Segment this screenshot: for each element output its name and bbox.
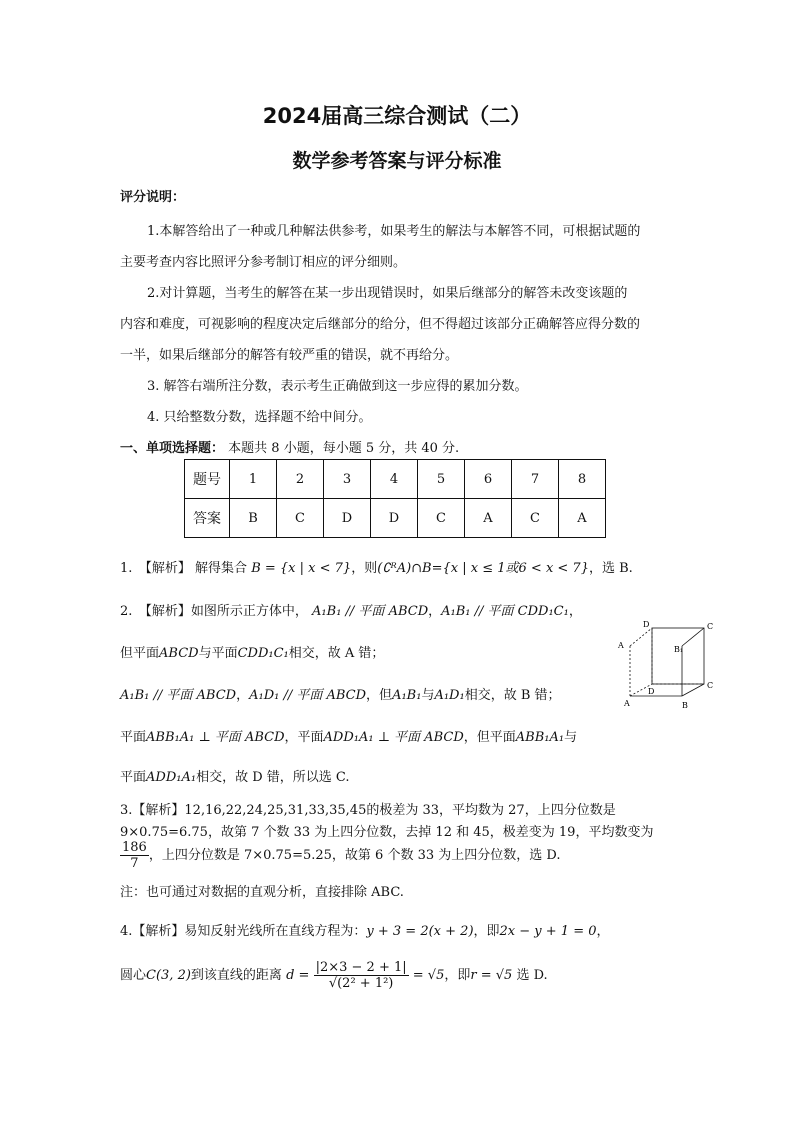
q4-l2-prefix: 圆心 xyxy=(120,968,147,983)
q4-l2-d: d = xyxy=(286,968,310,983)
note-1b: 主要考查内容比照评分参考制订相应的评分细则。 xyxy=(120,255,407,270)
figure-label: C xyxy=(707,681,714,690)
q3-l3-rest: ，上四分位数是 7×0.75=5.25，故第 6 个数 33 为上四分位数，选 D. xyxy=(148,848,561,863)
q2-l3-m1: A₁B₁ // 平面 ABCD xyxy=(120,688,237,703)
note-2c: 一半，如果后继部分的解答有较严重的错误，就不再给分。 xyxy=(120,348,459,363)
q2-l3-m3: A₁B₁ xyxy=(392,688,422,703)
q3-l1-rest: 的极差为 33，平均数为 27，上四分位数是 xyxy=(366,803,616,818)
q2-line-5 xyxy=(120,766,350,785)
table-cell: 6 xyxy=(465,460,512,499)
q4-line-1 xyxy=(120,920,610,939)
table-cell: A xyxy=(559,499,606,538)
q2-l3-m4: A₁D₁ xyxy=(434,688,465,703)
q2-l4-m3: ABB₁A₁ xyxy=(515,730,565,745)
table-cell: 5 xyxy=(418,460,465,499)
q2-l4-m1: ABB₁A₁ ⊥ 平面 ABCD xyxy=(146,730,285,745)
table-row-label: 答案 xyxy=(185,499,230,538)
q2-l2-mid: 与平面 xyxy=(198,646,238,661)
figure-label: A xyxy=(624,699,630,708)
note-2b: 内容和难度，可视影响的程度决定后继部分的给分，但不得超过该部分正确解答应得分数的 xyxy=(120,317,641,332)
q2-l1-m2: A₁B₁ // 平面 CDD₁C₁ xyxy=(441,604,569,619)
cube-edge xyxy=(682,628,704,646)
q4-l2-eq: = √5 xyxy=(412,968,445,983)
q2-l1-prefix: 2. 【解析】如图所示正方体中， xyxy=(120,604,308,619)
q2-l3-mid: ，但 xyxy=(366,688,393,703)
figure-label: A xyxy=(618,641,624,650)
figure-label: B xyxy=(682,701,688,710)
table-cell: 2 xyxy=(277,460,324,499)
section-1-line xyxy=(120,437,459,456)
q3-frac-den: 7 xyxy=(130,856,139,871)
table-row xyxy=(185,460,606,499)
q1-end: ，选 B. xyxy=(588,561,633,576)
q3-l1-nums: 12,16,22,24,25,31,33,35,45 xyxy=(184,803,367,818)
q4-l2-m1: C(3, 2) xyxy=(146,968,191,983)
q1-prefix: 1. 【解析】 解得集合 xyxy=(120,561,248,576)
note-4: 4. 只给整数分数，选择题不给中间分。 xyxy=(147,410,372,425)
q4-l2-mid2: ，即 xyxy=(444,968,471,983)
table-cell: C xyxy=(512,499,559,538)
table-cell: 1 xyxy=(230,460,277,499)
answer-table xyxy=(184,459,606,538)
q2-l3-sep: ， xyxy=(236,688,250,703)
note-1a: 1.本解答给出了一种或几种解法供参考，如果考生的解法与本解答不同，可根据试题的 xyxy=(147,224,641,239)
q2-line-4 xyxy=(120,726,577,745)
q2-l2-m2: CDD₁C₁ xyxy=(237,646,289,661)
q2-l4-sep: ，平面 xyxy=(284,730,324,745)
q4-fraction xyxy=(314,960,409,991)
q4-l2-r: r = √5 xyxy=(470,968,513,983)
q4-frac-num: |2×3 − 2 + 1| xyxy=(315,960,407,975)
q2-line-3 xyxy=(120,684,561,703)
q3-fraction xyxy=(120,840,149,871)
q4-l2-end: 选 D. xyxy=(516,968,548,983)
q3-l1-prefix: 3.【解析】 xyxy=(120,803,185,818)
table-cell: 4 xyxy=(371,460,418,499)
table-cell: B xyxy=(230,499,277,538)
q2-l1-end: ， xyxy=(568,604,582,619)
q3-line-1 xyxy=(120,799,616,818)
q2-l4-mid: ，但平面 xyxy=(463,730,516,745)
figure-label: B₁ xyxy=(674,645,684,654)
q1-mid: ，则 xyxy=(351,561,378,576)
q4-l1-mid: ，即 xyxy=(473,924,500,939)
q2-l4-m2: ADD₁A₁ ⊥ 平面 ABCD xyxy=(323,730,464,745)
section-1-heading: 一、单项选择题： xyxy=(120,441,225,456)
q2-l5-prefix: 平面 xyxy=(120,770,147,785)
q2-l5-end: 相交，故 D 错，所以选 C. xyxy=(196,770,350,785)
table-cell: D xyxy=(371,499,418,538)
table-cell: C xyxy=(418,499,465,538)
q4-frac-den: √(2² + 1²) xyxy=(328,976,394,991)
q3-note: 注：也可通过对数据的直观分析，直接排除 ABC. xyxy=(120,885,404,900)
q2-l1-m1: A₁B₁ // 平面 ABCD xyxy=(312,604,429,619)
page-subtitle: 数学参考答案与评分标准 xyxy=(292,150,502,172)
note-3: 3. 解答右端所注分数，表示考生正确做到这一步应得的累加分数。 xyxy=(147,379,528,394)
q4-l1-m1: y + 3 = 2(x + 2) xyxy=(366,924,474,939)
q4-line-2 xyxy=(120,960,548,991)
q4-l1-prefix: 4.【解析】易知反射光线所在直线方程为： xyxy=(120,924,367,939)
q4-l2-mid: 到该直线的距离 xyxy=(190,968,282,983)
q3-line-2: 9×0.75=6.75，故第 7 个数 33 为上四分位数，去掉 12 和 45，极差变为 19，平均数变为 xyxy=(120,825,654,840)
figure-label: D xyxy=(648,687,655,696)
table-cell: A xyxy=(465,499,512,538)
q3-line-3 xyxy=(120,840,560,871)
q2-line-2 xyxy=(120,642,384,661)
cube-figure xyxy=(616,618,716,714)
cube-edge xyxy=(682,684,704,696)
q2-l4-end: 与 xyxy=(564,730,578,745)
table-row-label: 题号 xyxy=(185,460,230,499)
q4-l1-m2: 2x − y + 1 = 0 xyxy=(499,924,597,939)
q2-l2-prefix: 但平面 xyxy=(120,646,160,661)
table-cell: 8 xyxy=(559,460,606,499)
note-2a: 2.对计算题，当考生的解答在某一步出现错误时，如果后继部分的解答未改变该题的 xyxy=(147,286,628,301)
q1-expr: (∁ᴿA)∩B={x | x ≤ 1或6 < x < 7} xyxy=(377,561,589,576)
page-title: 2024届高三综合测试（二） xyxy=(262,104,532,128)
q3-frac-num: 186 xyxy=(122,840,147,855)
q2-l5-m1: ADD₁A₁ xyxy=(146,770,197,785)
figure-label: D xyxy=(643,620,650,629)
table-cell: 7 xyxy=(512,460,559,499)
table-cell: D xyxy=(324,499,371,538)
q2-line-1 xyxy=(120,600,582,619)
q2-l3-end: 相交，故 B 错； xyxy=(464,688,561,703)
notes-heading: 评分说明： xyxy=(120,190,186,205)
q2-l2-end: 相交，故 A 错； xyxy=(288,646,385,661)
section-1-desc: 本题共 8 小题，每小题 5 分，共 40 分. xyxy=(228,441,460,456)
q2-l2-m1: ABCD xyxy=(159,646,199,661)
figure-label: C xyxy=(707,622,714,631)
q2-l3-m2: A₁D₁ // 平面 ABCD xyxy=(249,688,367,703)
q1-line xyxy=(120,557,633,576)
q4-l1-end: ， xyxy=(596,924,610,939)
q2-l3-mid2: 与 xyxy=(421,688,435,703)
table-cell: C xyxy=(277,499,324,538)
q2-l4-prefix: 平面 xyxy=(120,730,147,745)
cube-back-face xyxy=(652,628,704,684)
cube-hidden-edge xyxy=(630,628,652,646)
q1-set-b: B = {x | x < 7} xyxy=(251,561,352,576)
q2-l1-sep: ， xyxy=(428,604,442,619)
table-row xyxy=(185,499,606,538)
table-cell: 3 xyxy=(324,460,371,499)
